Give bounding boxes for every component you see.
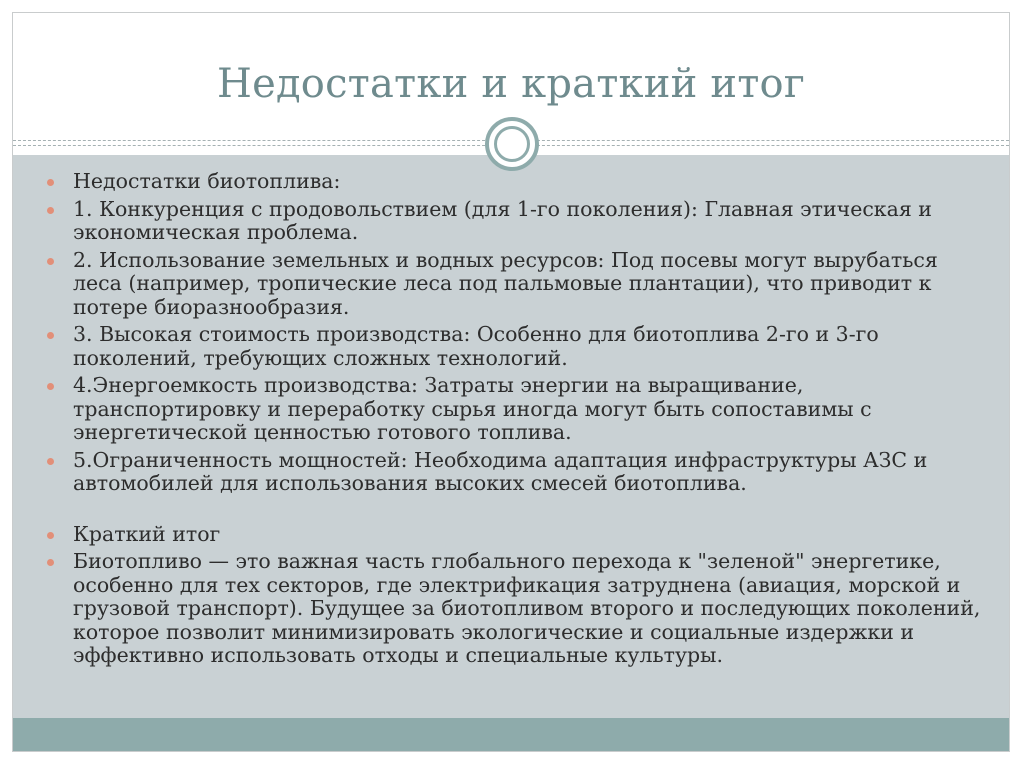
list-item [47, 170, 982, 194]
bullet-dot-icon [47, 559, 54, 566]
circle-ornament-inner [494, 126, 530, 162]
list-item-text: Биотопливо — это важная часть глобального перехода к "зеленой" энергетике, особенно для тех секторов, где электрификация затруднена (авиация, морской и грузовой транспорт). Будущее за биотопливом второго и последующих поколений, которое позволит минимизировать экологические и социальные издержки и эффективно использовать отходы и специальные культуры. [73, 549, 981, 667]
summary-heading [47, 523, 982, 547]
bullet-dot-icon [47, 179, 54, 186]
list-item [47, 449, 982, 496]
list-item [47, 249, 982, 320]
bullet-dot-icon [47, 258, 54, 265]
bullet-dot-icon [47, 383, 54, 390]
circle-ornament-icon [485, 117, 539, 171]
slide-content [47, 170, 982, 672]
list-item [47, 323, 982, 370]
list-item-text: Недостатки биотоплива: [73, 169, 341, 193]
list-item [47, 198, 982, 245]
list-item-text: 1. Конкуренция с продовольствием (для 1-го поколения): Главная этическая и экономическая проблема. [73, 196, 932, 244]
list-item-text: 4.Энергоемкость производства: Затраты энергии на выращивание, транспортировку и переработку сырья иногда могут быть сопоставимы с энергетической ценностью готового топлива. [73, 373, 872, 444]
list-item [47, 374, 982, 445]
list-item-text: 2. Использование земельных и водных ресурсов: Под посевы могут вырубаться леса (например, тропические леса под пальмовые плантации), что приводит к потере биоразнообразия. [73, 247, 938, 319]
list-item-text: 3. Высокая стоимость производства: Особенно для биотоплива 2-го и 3-го поколений, требующих сложных технологий. [73, 322, 879, 370]
summary-text [47, 550, 982, 668]
bullet-dot-icon [47, 532, 54, 539]
list-item-text: 5.Ограниченность мощностей: Необходима адаптация инфраструктуры АЗС и автомобилей для использования высоких смесей биотоплива. [73, 447, 928, 495]
slide-title: Недостатки и краткий итог [217, 61, 805, 107]
bullet-dot-icon [47, 207, 54, 214]
list-item-text: Краткий итог [73, 521, 221, 546]
bullet-list [47, 170, 982, 668]
footer-band [13, 718, 1009, 751]
bullet-dot-icon [47, 458, 54, 465]
bullet-dot-icon [47, 332, 54, 339]
